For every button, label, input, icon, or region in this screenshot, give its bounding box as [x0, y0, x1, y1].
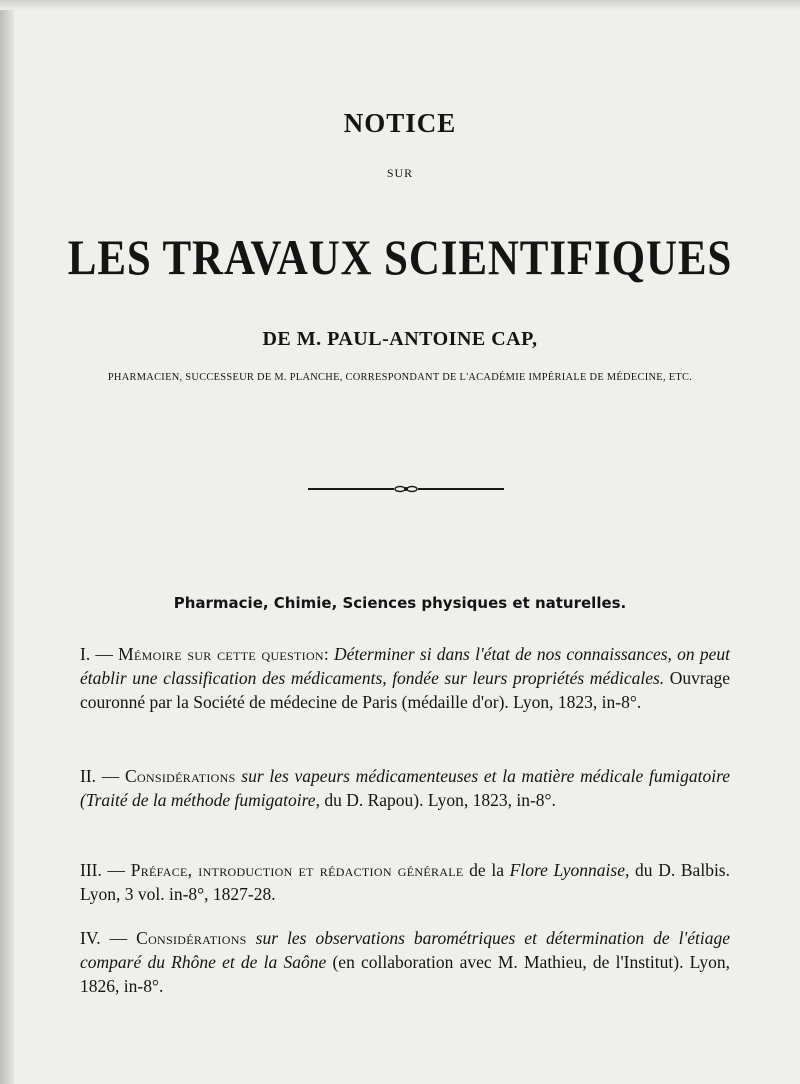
author-credentials: PHARMACIEN, SUCCESSEUR DE M. PLANCHE, CORRESPONDANT DE L'ACADÉMIE IMPÉRIALE DE MÉDECINE, ETC. — [107, 372, 693, 383]
entry-subtitle: Traité de la méthode fumigatoire — [85, 790, 316, 810]
entry-tail: Ouvrage couronné par la Société de médecine de Paris (médaille d'or). Lyon, 1823, in-8°. — [80, 668, 730, 712]
author-line: DE M. PAUL-ANTOINE CAP, — [262, 328, 538, 350]
sur-label: SUR — [386, 166, 414, 180]
section-heading: Pharmacie, Chimie, Sciences physiques et naturelles. — [173, 594, 627, 612]
entry-mid: de la — [463, 860, 510, 880]
entry-title: Flore Lyonnaise — [509, 860, 625, 880]
entry-4 — [80, 926, 730, 998]
entry-lead: Mémoire sur cette question — [118, 644, 324, 664]
entry-number: I. — — [80, 644, 119, 664]
entry-title: sur les observations barométriques et détermination de l'étiage comparé du Rhône et de la Saône — [80, 928, 730, 972]
entry-title: sur les vapeurs médicamenteuses et la matière médicale fumigatoire ( — [80, 766, 731, 810]
entry-tail: , du D. Balbis. Lyon, 3 vol. in-8°, 1827-28. — [80, 860, 730, 904]
page-edge-shadow — [0, 0, 14, 1084]
notice-title: NOTICE — [343, 108, 457, 138]
entry-number: III. — — [80, 860, 131, 880]
entry-number: II. — — [80, 766, 125, 786]
entry-2 — [80, 764, 730, 812]
entry-tail: , du D. Rapou). Lyon, 1823, in-8°. — [315, 790, 556, 810]
entry-colon: : — [323, 644, 334, 664]
ornamental-divider — [308, 482, 504, 496]
entry-lead: Considérations — [125, 766, 236, 786]
entry-tail: (en collaboration avec M. Mathieu, de l'Institut). Lyon, 1826, in-8°. — [80, 952, 731, 996]
entry-3 — [80, 858, 730, 906]
entry-lead: Considérations — [136, 928, 247, 948]
entry-title: Déterminer si dans l'état de nos connaissances, on peut établir une classification des médicaments, fondée sur leurs propriétés médicales. — [80, 644, 730, 688]
entry-number: IV. — — [80, 928, 137, 948]
main-title: LES TRAVAUX SCIENTIFIQUES — [67, 229, 733, 285]
page-top-shadow — [0, 0, 800, 10]
entry-lead: Préface, introduction et rédaction générale — [130, 860, 464, 880]
entry-1 — [80, 642, 730, 714]
